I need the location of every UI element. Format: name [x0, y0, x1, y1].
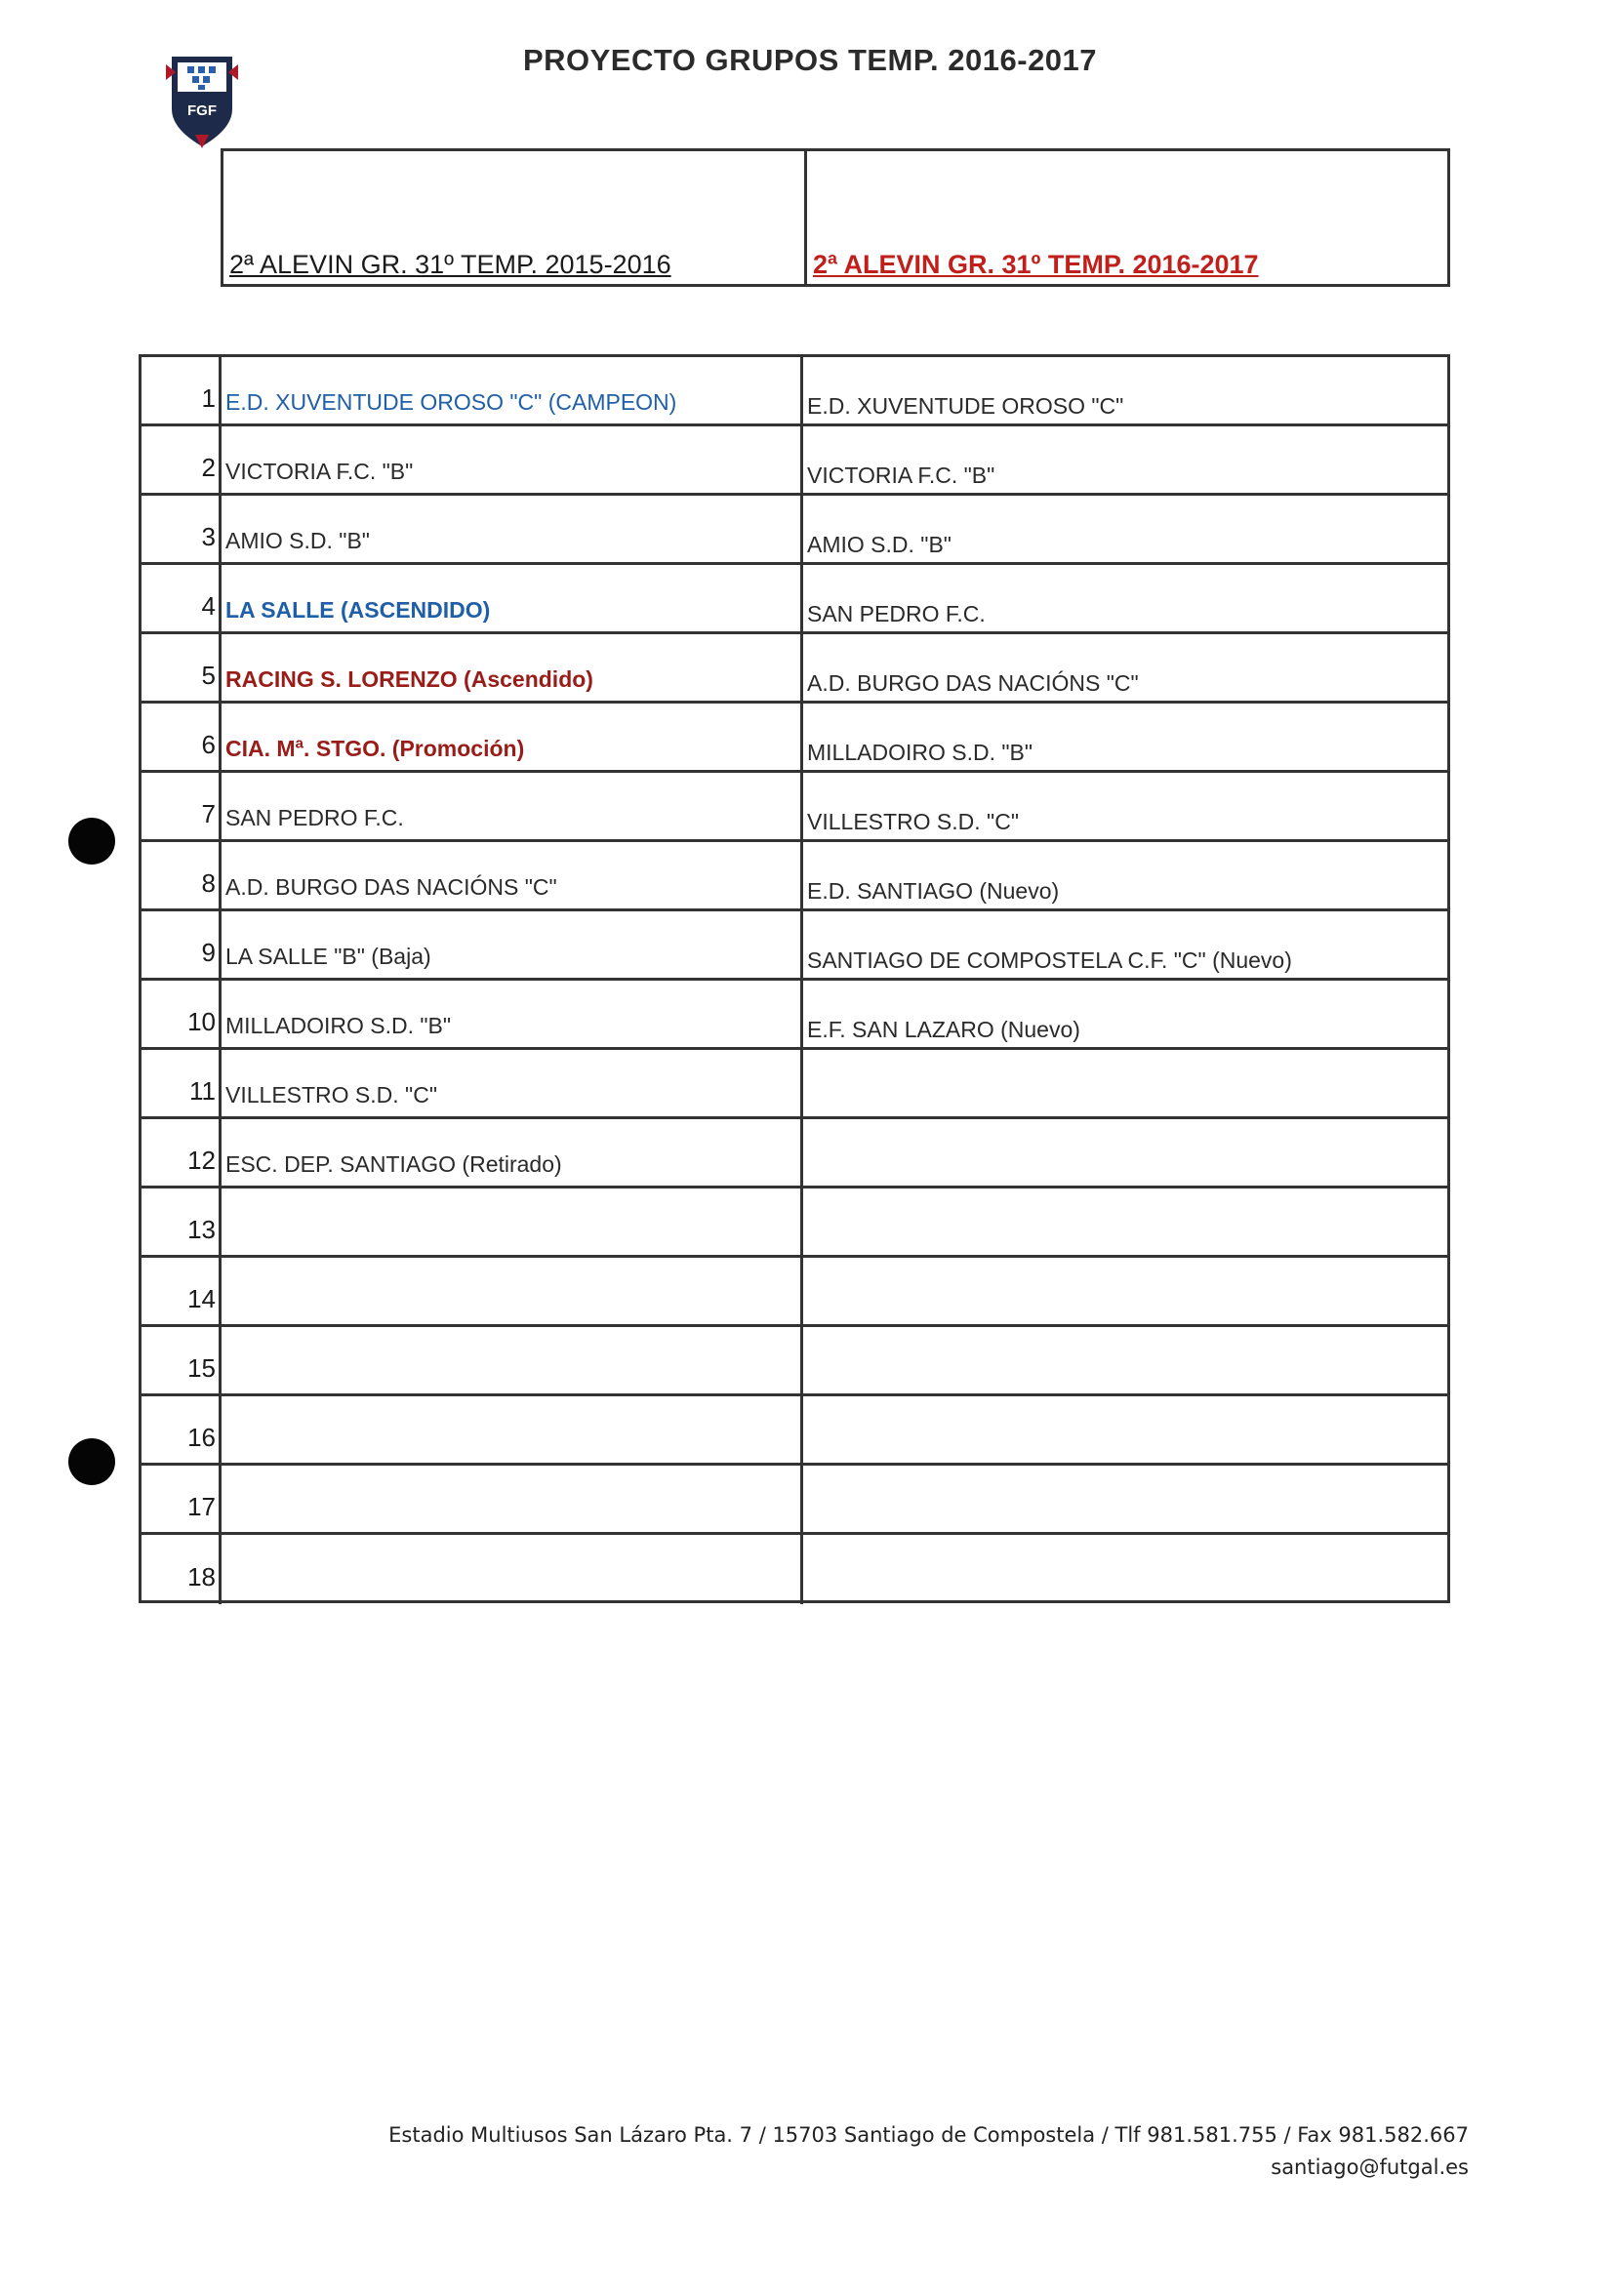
row-number: 6 [142, 704, 222, 770]
row-number: 14 [142, 1258, 222, 1324]
old-team: VILLESTRO S.D. "C" [222, 1050, 803, 1116]
new-team [803, 1535, 1447, 1604]
row-number: 17 [142, 1466, 222, 1532]
table-row [142, 1188, 1447, 1258]
old-team: AMIO S.D. "B" [222, 496, 803, 562]
row-number: 9 [142, 911, 222, 978]
new-team: A.D. BURGO DAS NACIÓNS "C" [807, 670, 1139, 696]
new-team: SANTIAGO DE COMPOSTELA C.F. "C" (Nuevo) [807, 947, 1292, 973]
new-team: E.D. XUVENTUDE OROSO "C" [807, 393, 1124, 419]
row-number: 13 [142, 1188, 222, 1255]
old-team: LA SALLE (ASCENDIDO) [222, 565, 803, 631]
table-row [142, 704, 1447, 773]
row-number: 16 [142, 1396, 222, 1463]
table-row [142, 1466, 1447, 1535]
old-team [222, 1466, 803, 1532]
row-number: 8 [142, 842, 222, 908]
old-team [222, 1327, 803, 1393]
fgf-logo [166, 51, 238, 148]
old-team [222, 1535, 803, 1604]
row-number: 5 [142, 634, 222, 701]
footer [388, 2119, 1469, 2184]
old-team [222, 1396, 803, 1463]
table-row [142, 842, 1447, 911]
old-team [222, 1188, 803, 1255]
new-team [803, 1258, 1447, 1324]
old-team: E.D. XUVENTUDE OROSO "C" (CAMPEON) [222, 357, 803, 423]
row-number: 12 [142, 1119, 222, 1186]
table-row [142, 981, 1447, 1050]
new-team: VILLESTRO S.D. "C" [807, 809, 1019, 834]
table-row [142, 1535, 1447, 1604]
row-number: 11 [142, 1050, 222, 1116]
table-row [142, 1119, 1447, 1188]
teams-table [139, 354, 1450, 1603]
new-team [803, 1119, 1447, 1186]
old-team: A.D. BURGO DAS NACIÓNS "C" [222, 842, 803, 908]
row-number: 4 [142, 565, 222, 631]
old-team: VICTORIA F.C. "B" [222, 426, 803, 493]
new-team: E.D. SANTIAGO (Nuevo) [807, 878, 1060, 904]
row-number: 15 [142, 1327, 222, 1393]
row-number: 1 [142, 357, 222, 423]
new-team: MILLADOIRO S.D. "B" [807, 740, 1033, 765]
old-team: LA SALLE "B" (Baja) [222, 911, 803, 978]
footer-email[interactable]: santiago@futgal.es [1271, 2155, 1469, 2179]
header-left-label: 2ª ALEVIN GR. 31º TEMP. 2015-2016 [229, 250, 671, 279]
new-team: AMIO S.D. "B" [807, 532, 952, 557]
new-team [803, 1466, 1447, 1532]
page-title: PROYECTO GRUPOS TEMP. 2016-2017 [522, 43, 1098, 77]
logo-text: FGF [187, 102, 217, 119]
new-team [803, 1050, 1447, 1116]
punch-hole [68, 1438, 115, 1485]
old-team: SAN PEDRO F.C. [222, 773, 803, 839]
table-row [142, 1396, 1447, 1466]
old-team [222, 1258, 803, 1324]
new-team [803, 1188, 1447, 1255]
punch-hole [68, 818, 115, 865]
row-number: 7 [142, 773, 222, 839]
table-row [142, 1258, 1447, 1327]
table-row [142, 426, 1447, 496]
footer-address: Estadio Multiusos San Lázaro Pta. 7 / 15703 Santiago de Compostela / Tlf 981.581.755 / Fax 981.582.667 [388, 2123, 1469, 2147]
row-number: 3 [142, 496, 222, 562]
table-row [142, 1050, 1447, 1119]
header-right-cell [807, 151, 1447, 284]
table-row [142, 565, 1447, 634]
new-team: E.F. SAN LAZARO (Nuevo) [807, 1017, 1080, 1042]
old-team: RACING S. LORENZO (Ascendido) [222, 634, 803, 701]
new-team [803, 1396, 1447, 1463]
header-left-cell [223, 151, 807, 284]
old-team: CIA. Mª. STGO. (Promoción) [222, 704, 803, 770]
old-team: MILLADOIRO S.D. "B" [222, 981, 803, 1047]
table-row [142, 357, 1447, 426]
new-team: VICTORIA F.C. "B" [807, 463, 995, 488]
header-right-label: 2ª ALEVIN GR. 31º TEMP. 2016-2017 [813, 250, 1259, 279]
table-row [142, 496, 1447, 565]
season-header [221, 148, 1450, 287]
new-team [803, 1327, 1447, 1393]
table-row [142, 773, 1447, 842]
table-row [142, 634, 1447, 704]
old-team: ESC. DEP. SANTIAGO (Retirado) [222, 1119, 803, 1186]
row-number: 2 [142, 426, 222, 493]
table-row [142, 1327, 1447, 1396]
new-team: SAN PEDRO F.C. [807, 601, 986, 626]
row-number: 18 [142, 1535, 222, 1604]
table-row [142, 911, 1447, 981]
row-number: 10 [142, 981, 222, 1047]
